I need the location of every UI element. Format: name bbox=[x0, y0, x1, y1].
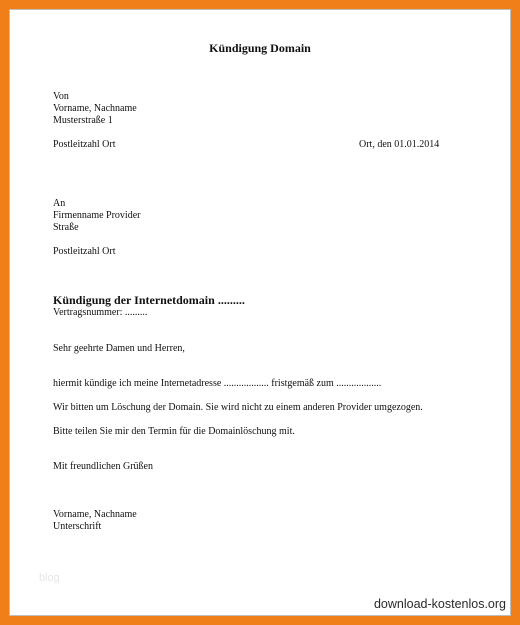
recipient-heading: An bbox=[53, 198, 66, 209]
sender-street: Musterstraße 1 bbox=[53, 115, 113, 126]
paragraph-termination: hiermit kündige ich meine Internetadresse .................. fristgemäß zum .................. bbox=[53, 378, 382, 389]
blog-watermark: blog bbox=[39, 572, 60, 584]
document-title: Kündigung Domain bbox=[209, 41, 311, 55]
recipient-company: Firmenname Provider bbox=[53, 210, 141, 221]
salutation: Sehr geehrte Damen und Herren, bbox=[53, 343, 185, 354]
subject-line: Kündigung der Internetdomain ......... bbox=[53, 293, 245, 307]
site-watermark: download-kostenlos.org bbox=[371, 596, 509, 612]
signature-name: Vorname, Nachname bbox=[53, 509, 137, 520]
paragraph-deletion: Wir bitten um Löschung der Domain. Sie wird nicht zu einem anderen Provider umgezogen. bbox=[53, 402, 423, 413]
recipient-city: Postleitzahl Ort bbox=[53, 246, 116, 257]
paragraph-date-request: Bitte teilen Sie mir den Termin für die Domainlöschung mit. bbox=[53, 426, 295, 437]
signature-label: Unterschrift bbox=[53, 521, 102, 532]
sender-heading: Von bbox=[53, 91, 69, 102]
sender-city: Postleitzahl Ort bbox=[53, 139, 116, 150]
contract-number: Vertragsnummer: ......... bbox=[53, 307, 148, 318]
closing: Mit freundlichen Grüßen bbox=[53, 461, 153, 472]
recipient-street: Straße bbox=[53, 222, 79, 233]
place-date: Ort, den 01.01.2014 bbox=[359, 139, 440, 150]
sender-name: Vorname, Nachname bbox=[53, 103, 137, 114]
